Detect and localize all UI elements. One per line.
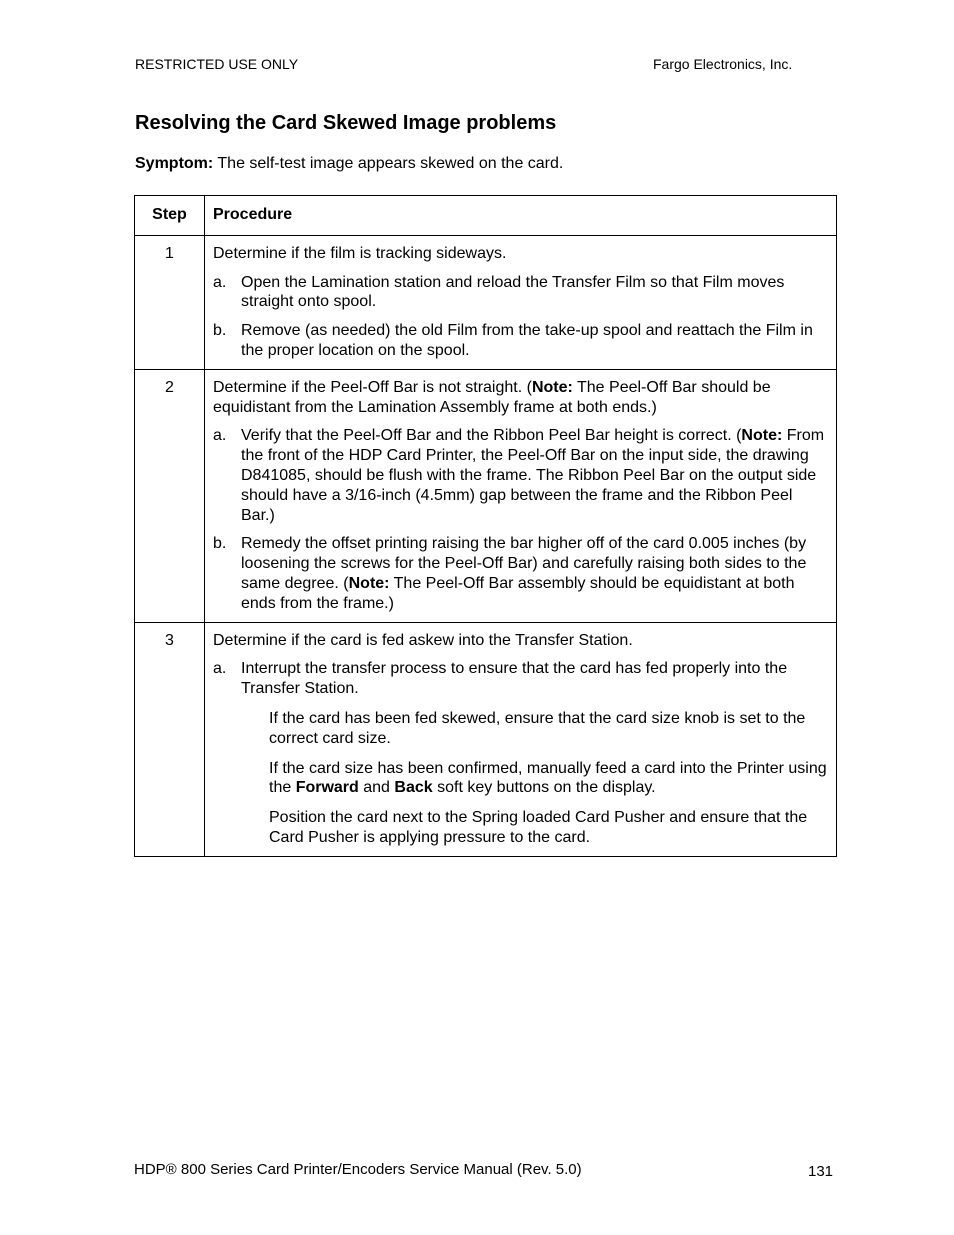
footer-title: HDP® 800 Series Card Printer/Encoders Service Manual (Rev. 5.0) [134, 1161, 582, 1178]
page-number: 131 [808, 1163, 834, 1180]
procedure-intro: Determine if the film is tracking sideways. [213, 244, 507, 262]
list-marker: b. [213, 322, 227, 340]
list-item [213, 273, 828, 313]
table-row [135, 235, 837, 369]
sub-text: If the card size has been confirmed, manually feed a card into the Printer using the [269, 759, 827, 797]
procedure-cell [205, 622, 837, 856]
list-marker: a. [213, 660, 227, 678]
item-text: From the front of the HDP Card Printer, the Peel-Off Bar on the input side, the drawing D841085, should be flush with the frame. The Ribbon Peel Bar on the output side should have a 3/16-inch (4.5mm) gap between the frame and the Ribbon Peel Bar.) [241, 427, 825, 524]
sub-paragraph [269, 759, 828, 799]
symptom-text: The self-test image appears skewed on the card. [213, 155, 564, 172]
list-item [213, 321, 828, 361]
intro-text: The Peel-Off Bar should be equidistant from the Lamination Assembly frame at both ends.) [213, 378, 771, 416]
list-item [213, 426, 828, 525]
procedure-cell [205, 235, 837, 369]
list-item-text: Interrupt the transfer process to ensure that the card has fed properly into the Transfer Station. [241, 660, 788, 698]
symptom-line [135, 155, 563, 173]
list-item-text: Open the Lamination station and reload the Transfer Film so that Film moves straight onto spool. [241, 273, 785, 311]
list-marker: a. [213, 427, 227, 445]
page-title: Resolving the Card Skewed Image problems [135, 112, 557, 134]
table-header-row [135, 196, 837, 236]
item-text: Remedy the offset printing raising the bar higher off of the card 0.005 inches (by loosening the screws for the Peel-Off Bar) and carefully raising both sides to the same degree. ( [241, 535, 807, 592]
item-text: Verify that the Peel-Off Bar and the Ribbon Peel Bar height is correct. ( [241, 427, 742, 445]
forward-key-label: Forward [295, 779, 359, 797]
sub-paragraph: Position the card next to the Spring loaded Card Pusher and ensure that the Card Pusher is applying pressure to the card. [269, 809, 808, 846]
step-number: 2 [135, 369, 205, 622]
header-right: Fargo Electronics, Inc. [653, 56, 793, 72]
step-column-header: Step [135, 196, 205, 236]
list-item [213, 534, 828, 613]
procedure-intro [213, 378, 828, 418]
sub-paragraph: If the card has been fed skewed, ensure that the card size knob is set to the correct card size. [269, 709, 806, 747]
procedure-table [134, 195, 837, 857]
procedure-column-header: Procedure [205, 196, 837, 236]
list-item-text [241, 426, 828, 525]
item-text: The Peel-Off Bar assembly should be equidistant at both ends from the frame.) [241, 574, 795, 612]
note-label: Note: [531, 378, 573, 396]
step-number: 1 [135, 235, 205, 369]
procedure-intro: Determine if the card is fed askew into the Transfer Station. [213, 631, 633, 649]
sub-text: soft key buttons on the display. [432, 779, 656, 797]
table-row [135, 369, 837, 622]
note-label: Note: [741, 427, 783, 445]
list-item-text [241, 534, 828, 613]
symptom-label: Symptom: [135, 155, 214, 172]
note-label: Note: [348, 574, 390, 592]
header-left: RESTRICTED USE ONLY [135, 56, 299, 72]
procedure-cell [205, 369, 837, 622]
step-number: 3 [135, 622, 205, 856]
list-marker: b. [213, 535, 227, 553]
table-row [135, 622, 837, 856]
sub-text: and [358, 779, 395, 797]
list-item-text: Remove (as needed) the old Film from the take-up spool and reattach the Film in the proper location on the spool. [241, 322, 813, 359]
list-item [213, 659, 828, 699]
list-marker: a. [213, 273, 227, 291]
back-key-label: Back [394, 779, 433, 797]
intro-text: Determine if the Peel-Off Bar is not straight. ( [213, 378, 532, 396]
